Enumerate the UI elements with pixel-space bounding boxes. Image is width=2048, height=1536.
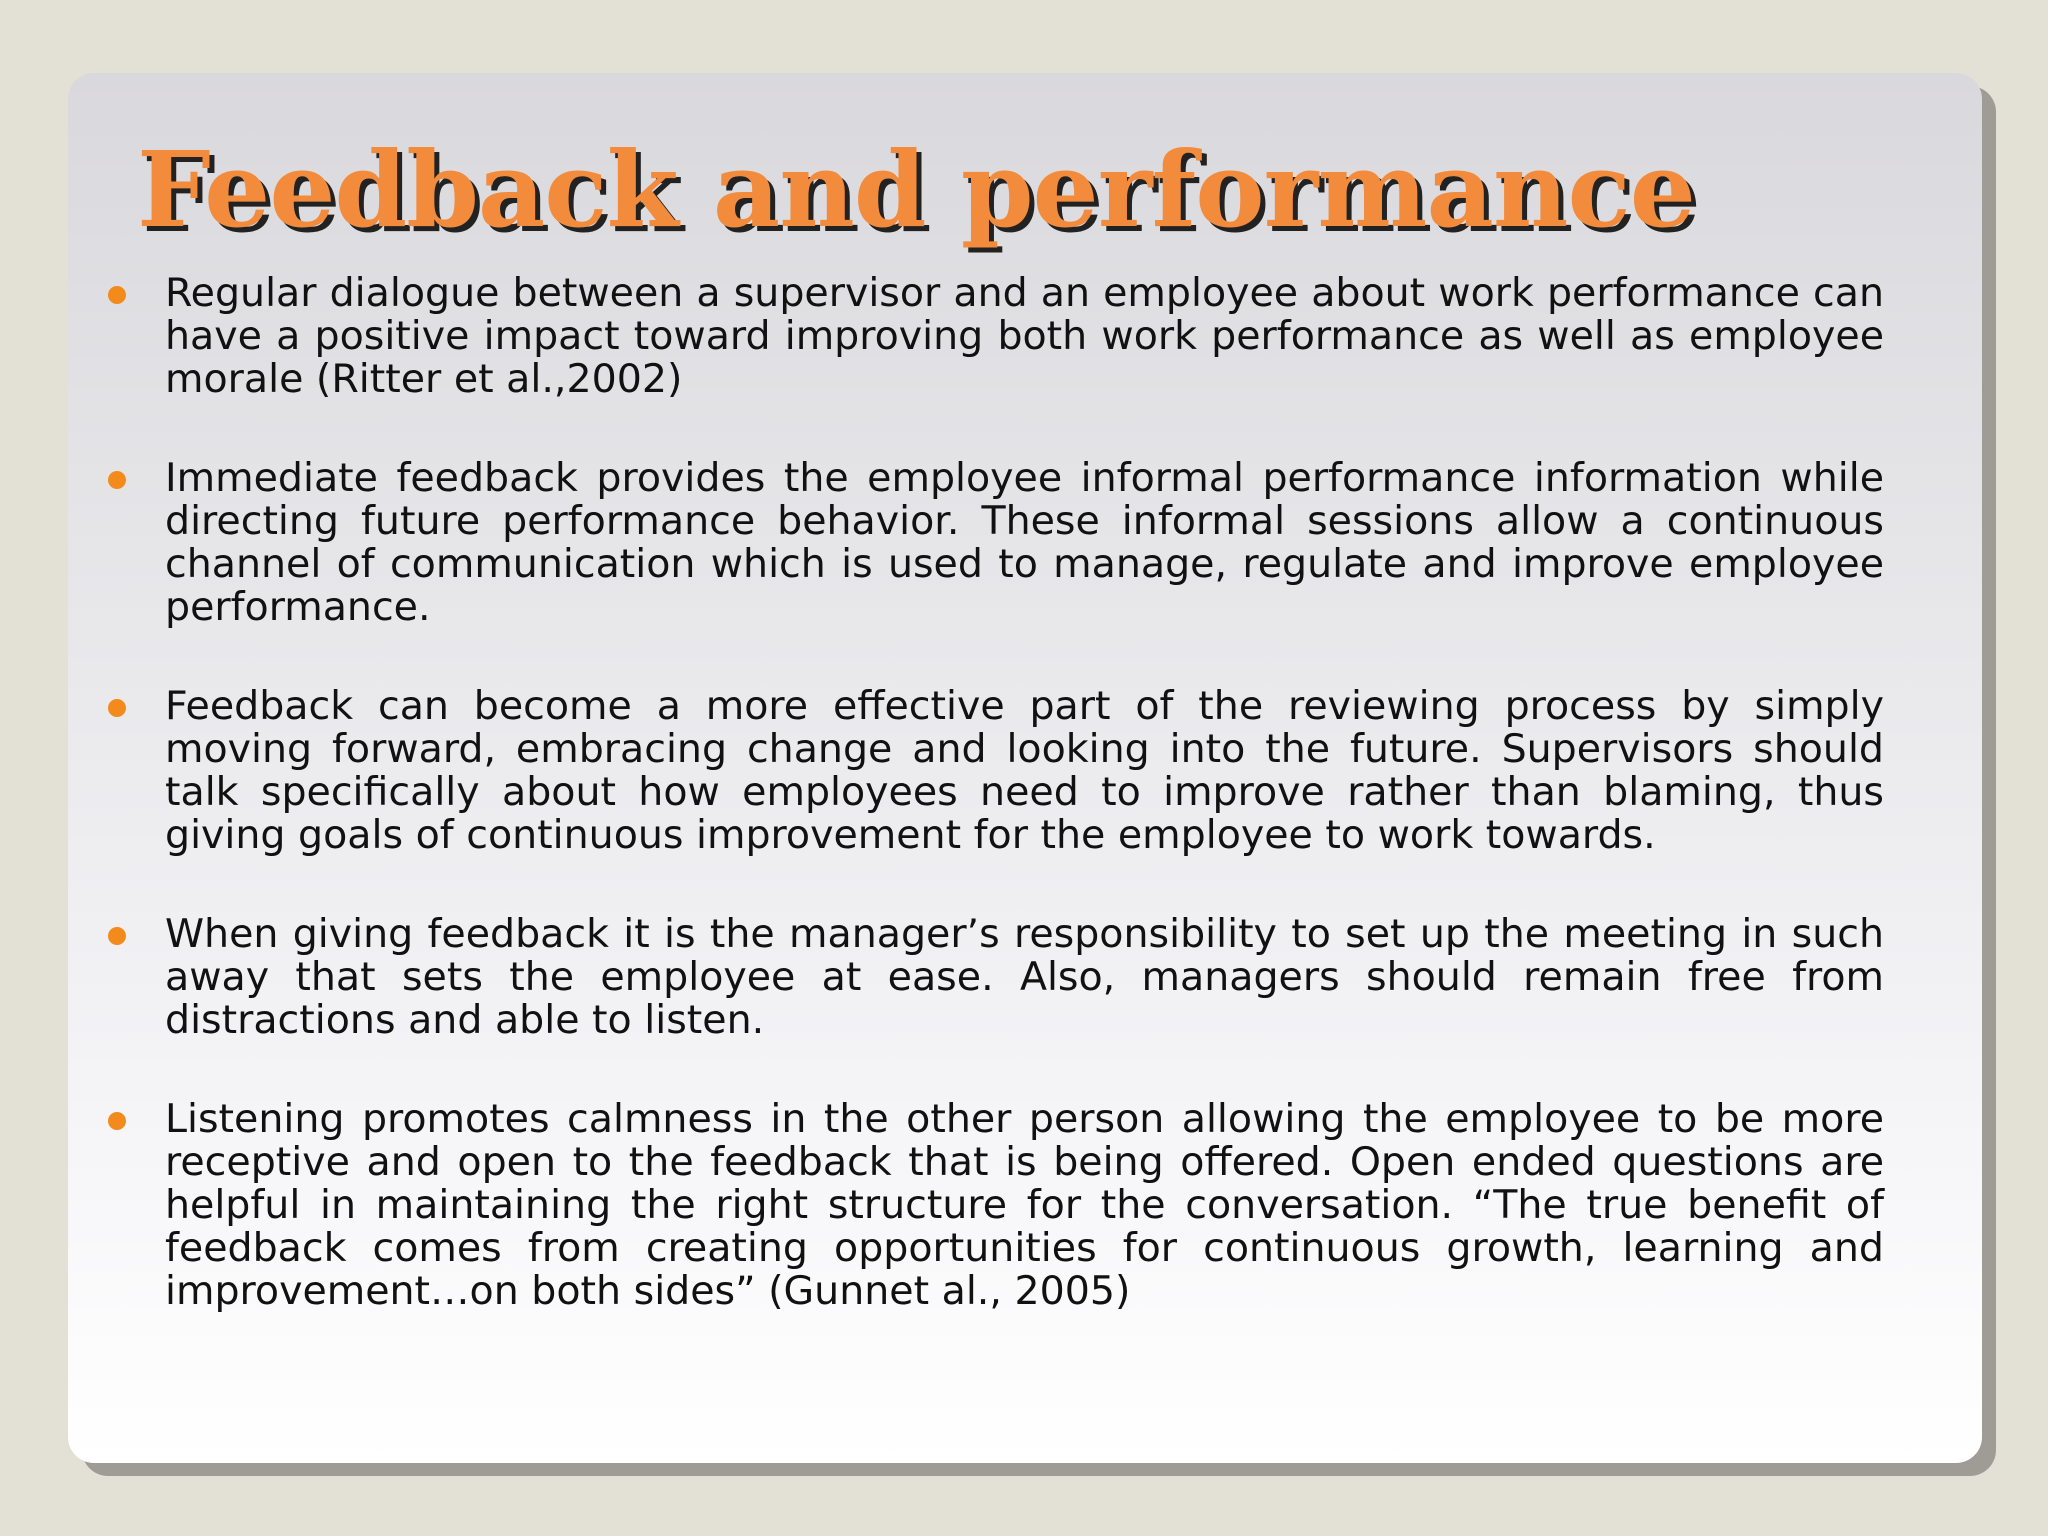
bullet-item	[100, 685, 1884, 857]
bullet-list	[100, 272, 1884, 1369]
bullet-dot-icon	[108, 471, 126, 489]
bullet-dot-icon	[108, 1112, 126, 1130]
bullet-text: Feedback can become a more effective part of the reviewing process by simply moving forward, embracing change and looking into the future. Supervisors should talk specifically about how employees need to improve rather than blaming, thus giving goals of continuous improvement for the employee to work towards.	[165, 683, 1884, 858]
bullet-item	[100, 913, 1884, 1042]
bullet-dot-icon	[108, 927, 126, 945]
bullet-dot-icon	[108, 699, 126, 717]
bullet-text: Immediate feedback provides the employee informal performance information while directing future performance behavior. These informal sessions allow a continuous channel of communication which is used to manage, regulate and improve employee performance.	[165, 455, 1884, 630]
bullet-text: Listening promotes calmness in the other person allowing the employee to be more receptive and open to the feedback that is being offered. Open ended questions are helpful in maintaining the right structure for the conversation. “The true benefit of feedback comes from creating opportunities for continuous growth, learning and improvement…on both sides” (Gunnet al., 2005)	[165, 1096, 1884, 1314]
bullet-dot-icon	[108, 286, 126, 304]
bullet-item	[100, 1098, 1884, 1313]
bullet-text: Regular dialogue between a supervisor and an employee about work performance can have a positive impact toward improving both work performance as well as employee morale (Ritter et al.,2002)	[165, 270, 1884, 402]
slide-title: Feedback and performance	[137, 128, 1695, 251]
bullet-item	[100, 457, 1884, 629]
bullet-item	[100, 272, 1884, 401]
bullet-text: When giving feedback it is the manager’s responsibility to set up the meeting in such away that sets the employee at ease. Also, managers should remain free from distractions and able to listen.	[165, 911, 1884, 1043]
